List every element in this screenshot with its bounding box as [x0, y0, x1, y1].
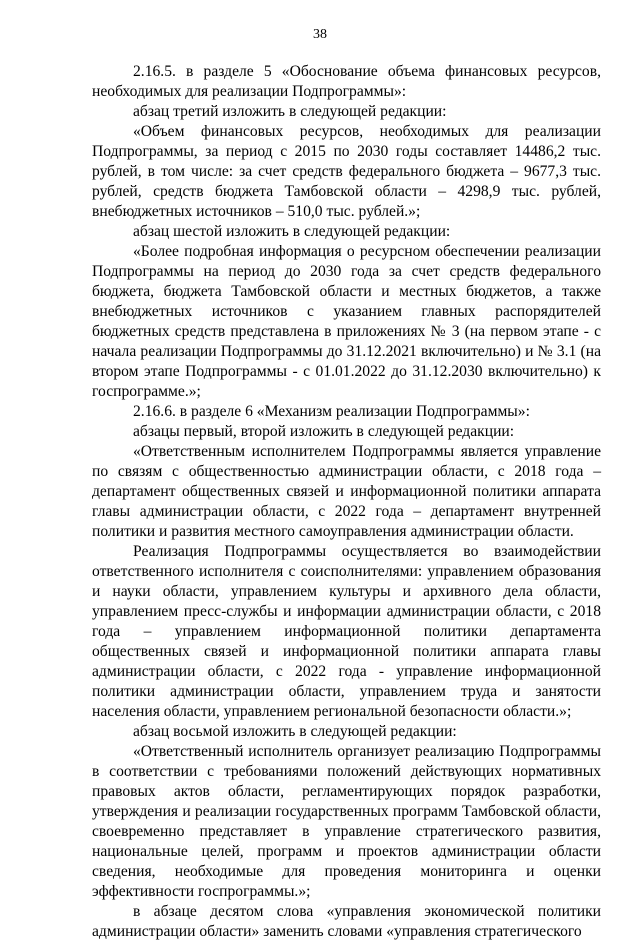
paragraph-co-executors: Реализация Подпрограммы осуществляется во взаимодействии ответственного исполнителя с соисполнителями: управлением образования и науки области, управлением культуры и архивного дела области, управлением пресс-службы и информации администрации области, с 2018 года – управлением информационной политики департамента общественных связей и информационной политики аппарата главы администрации области, с 2022 года - управление информационной политики администрации области, управлением труда и занятости населения области, управлением региональной безопасности области.»;: [92, 543, 601, 720]
paragraph-executor-organizes: «Ответственный исполнитель организует реализацию Подпрограммы в соответствии с требованиями положений действующих нормативных правовых актов области, регламентирующих порядок разработки, утверждения и реализации государственных программ Тамбовской области, своевременно представляет в управление стратегического развития, национальные целей, программ и проектов администрации области сведения, необходимые для проведения мониторинга и оценки эффективности госпрограммы.»;: [92, 743, 601, 900]
paragraph-2-16-5-heading: 2.16.5. в разделе 5 «Обоснование объема финансовых ресурсов, необходимых для реализации Подпрограммы»:: [92, 63, 601, 100]
paragraph-resource-details: «Более подробная информация о ресурсном обеспечении реализации Подпрограммы на период до 2030 года за счет средств федерального бюджета, бюджета Тамбовской области и местных бюджетов, а также внебюджетных источников с указанием главных распорядителей бюджетных средств представлена в приложениях № 3 (на первом этапе - с начала реализации Подпрограммы до 31.12.2021 включительно) и № 3.1 (на втором этапе Подпрограммы - с 01.01.2022 до 31.12.2030 включительно) к госпрограмме.»;: [92, 243, 601, 400]
paragraph-instruction: абзац третий изложить в следующей редакции:: [133, 103, 447, 120]
document-body: [92, 62, 601, 942]
paragraph-instruction: абзац восьмой изложить в следующей редакции:: [133, 723, 457, 740]
paragraph-instruction: абзацы первый, второй изложить в следующей редакции:: [133, 423, 515, 440]
paragraph-replacement: в абзаце десятом слова «управления экономической политики администрации области» заменить словами «управления стратегического: [92, 903, 601, 940]
page-number: 38: [313, 27, 327, 42]
paragraph-2-16-6-heading: 2.16.6. в разделе 6 «Механизм реализации Подпрограммы»:: [133, 403, 530, 420]
paragraph-instruction: абзац шестой изложить в следующей редакции:: [133, 223, 451, 240]
paragraph-funding-volume: «Объем финансовых ресурсов, необходимых для реализации Подпрограммы, за период с 2015 по 2030 годы составляет 14486,2 тыс. рублей, в том числе: за счет средств федерального бюджета – 9677,3 тыс. рублей, средств бюджета Тамбовской области – 4298,9 тыс. рублей, внебюджетных источников – 510,0 тыс. рублей.»;: [92, 123, 601, 220]
paragraph-responsible-executor: «Ответственным исполнителем Подпрограммы является управление по связям с общественностью администрации области, с 2018 года – департамент общественных связей и информационной политики аппарата главы администрации области, с 2022 года – департамент внутренней политики и развития местного самоуправления администрации области.: [92, 443, 601, 540]
